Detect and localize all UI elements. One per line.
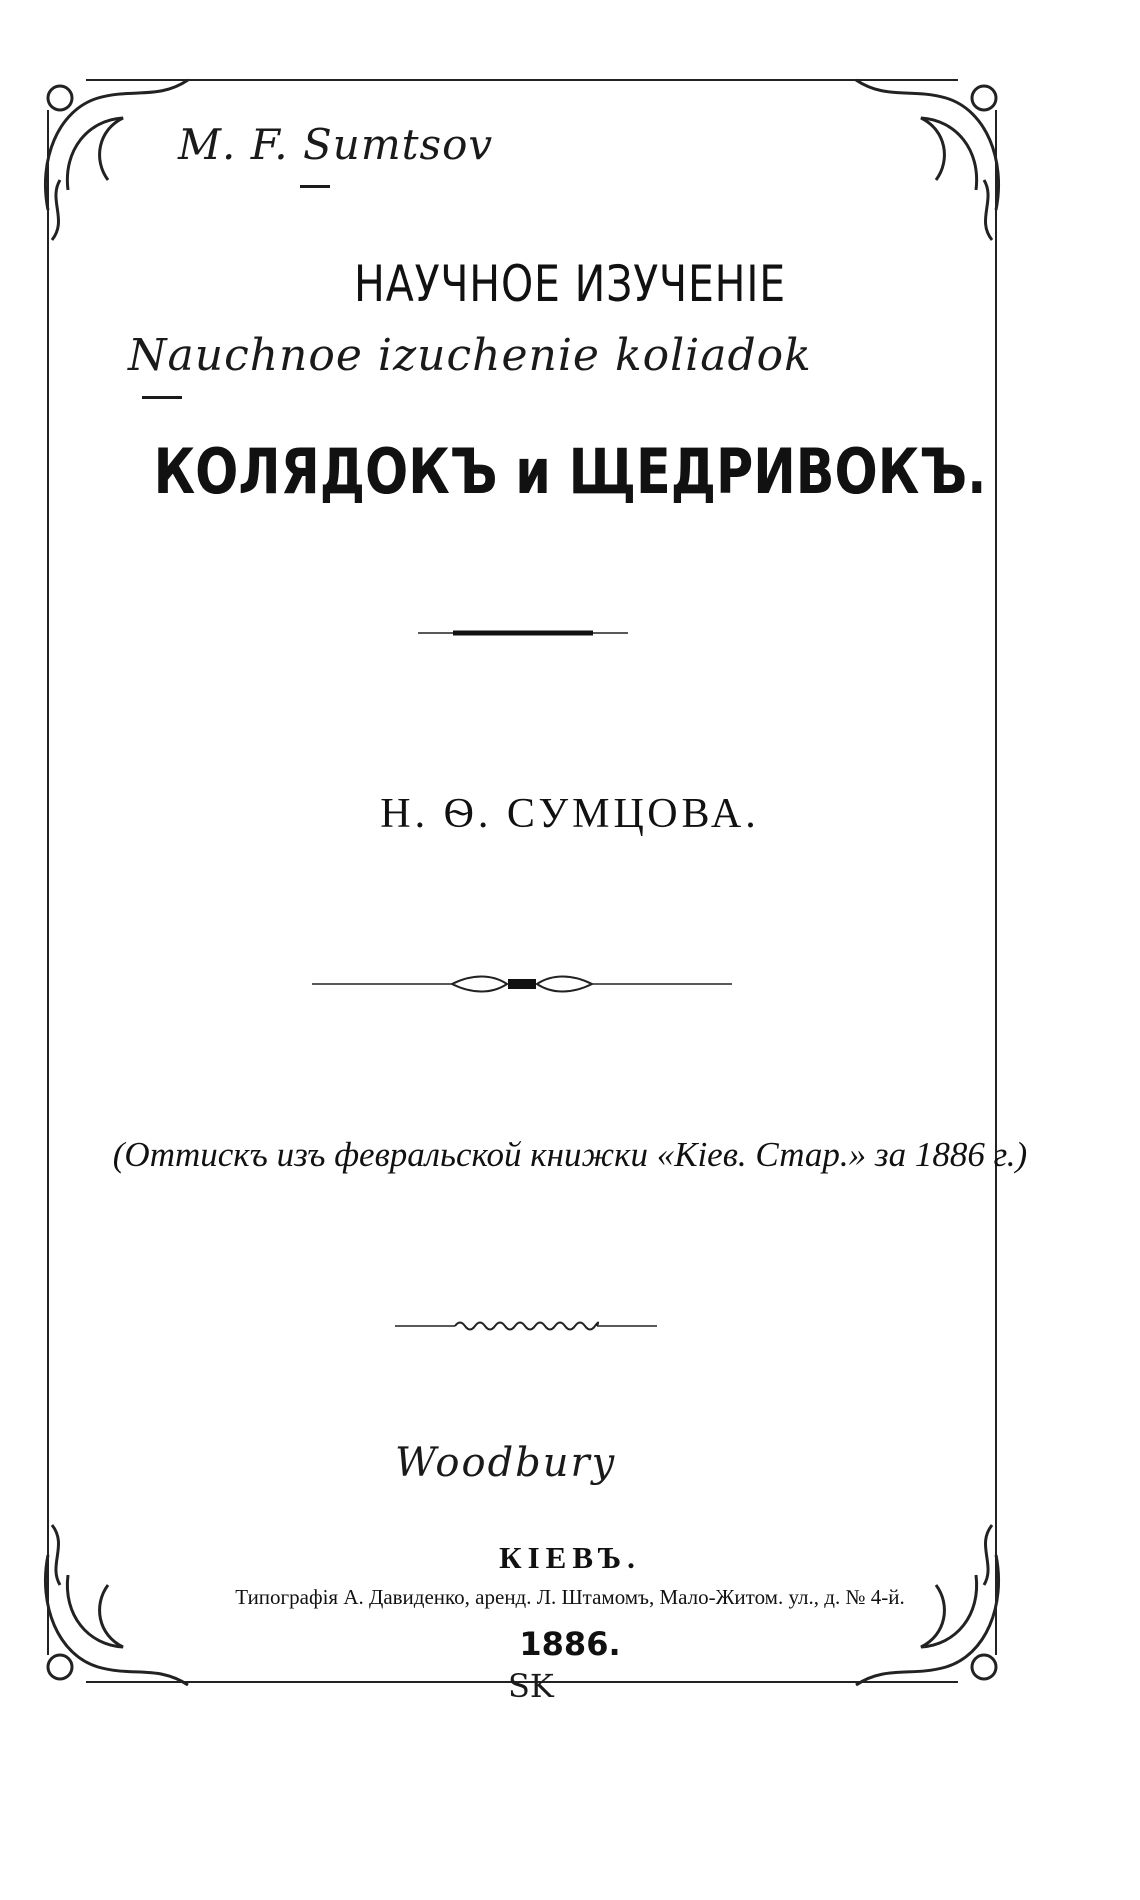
divider-plain-rule xyxy=(418,628,628,638)
title-line-1: НАУЧНОЕ ИЗУЧЕНІЕ xyxy=(354,255,786,313)
imprint-year: 1886. xyxy=(519,1625,621,1663)
signature-underline xyxy=(300,185,330,188)
imprint-printer: Типографія А. Давиденко, аренд. Л. Штамомъ, Мало-Житом. ул., д. № 4-й. xyxy=(235,1585,905,1609)
handwritten-shelf-code: SK xyxy=(508,1667,554,1705)
divider-wavy-rule xyxy=(395,1318,657,1334)
imprint-city: КІЕВЪ. xyxy=(499,1540,641,1575)
handwritten-signature: M. F. Sumtsov xyxy=(178,120,494,169)
corner-ornament-top-right xyxy=(856,80,999,240)
handwritten-transliteration: Nauchnoe izuchenie koliadok xyxy=(128,330,812,381)
divider-scroll-rule xyxy=(312,972,732,996)
author-line: Н. Ѳ. СУМЦОВА. xyxy=(380,791,760,837)
title-line-2: КОЛЯДОКЪ и ЩЕДРИВОКЪ. xyxy=(153,435,987,508)
handwritten-library-note: Woodbury xyxy=(395,1440,617,1486)
reprint-note: (Оттискъ изъ февральской книжки «Кіев. Стар.» за 1886 г.) xyxy=(112,1135,1028,1174)
corner-ornament-top-left xyxy=(45,80,188,240)
transliteration-underline xyxy=(142,396,182,399)
